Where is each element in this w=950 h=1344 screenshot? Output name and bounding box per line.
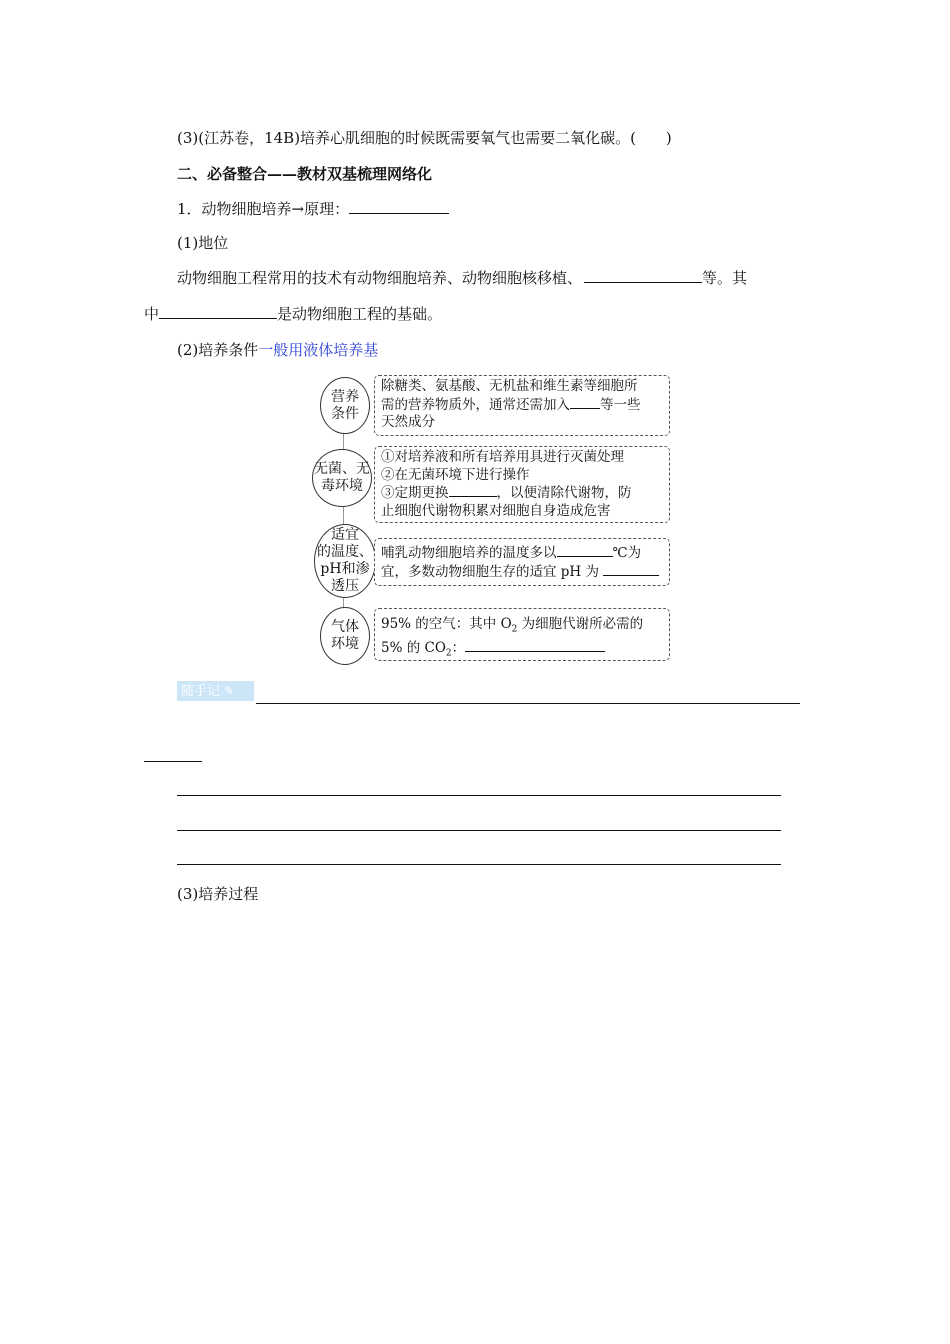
temperature-blank[interactable] [557, 544, 613, 557]
node-sterile-label-1: 无菌、无 [314, 461, 370, 477]
box-temp-text-1a: 哺乳动物细胞培养的温度多以 [381, 545, 557, 561]
box-nutrition [374, 375, 670, 436]
paragraph-text-2b: 是动物细胞工程的基础。 [277, 305, 443, 323]
box-nutrition-line-3: 天然成分 [381, 414, 435, 430]
box-nutrition-line-1: 除糖类、氨基酸、无机盐和维生素等细胞所 [381, 378, 638, 394]
box-sterile-text-3a: ③定期更换 [381, 485, 449, 501]
node-temperature [314, 524, 376, 598]
subheading-2-text: (2)培养条件 [177, 341, 259, 359]
principle-blank[interactable] [349, 199, 449, 214]
node-temp-label-3: pH和渗 [320, 561, 370, 577]
box-gas-co2-sub: 2 [445, 648, 452, 659]
node-nutrition-label-1: 营养 [331, 388, 359, 405]
paragraph-text-1a: 动物细胞工程常用的技术有动物细胞培养、动物细胞核移植、 [177, 269, 583, 287]
note-line-2[interactable] [144, 761, 202, 762]
box-sterile [374, 446, 670, 523]
box-nutrition-line-2 [381, 396, 663, 415]
node-gas-label-2: 环境 [331, 636, 359, 652]
box-nutrition-text-2a: 需的营养物质外，通常还需加入 [381, 396, 570, 413]
box-gas-o2-sub: 2 [511, 624, 518, 635]
box-gas-text-2b: ： [451, 640, 466, 657]
box-temp-line-2 [381, 563, 663, 582]
box-nutrition-text-2b: 等一些 [600, 396, 641, 413]
subheading-3: (3)培养过程 [177, 885, 259, 903]
paragraph-text-1b: 等。其 [702, 269, 748, 287]
note-line-5[interactable] [177, 864, 781, 865]
box-temperature [374, 538, 670, 586]
co2-blank[interactable] [465, 639, 605, 652]
ph-blank[interactable] [603, 563, 659, 576]
serum-blank[interactable] [570, 396, 600, 409]
node-temp-label-2: 的温度、 [317, 544, 373, 560]
box-temp-text-2: 宜，多数动物细胞生存的适宜 pH 为 [381, 563, 599, 580]
culture-conditions-diagram [312, 374, 672, 666]
box-temp-line-1 [381, 544, 663, 563]
pencil-icon: ✎ [224, 684, 235, 698]
node-temp-label-1: 适宜 [331, 527, 359, 543]
item-1 [177, 199, 449, 219]
notes-badge [177, 681, 254, 701]
medium-blank[interactable] [449, 484, 497, 497]
box-gas [374, 608, 670, 661]
box-sterile-line-2: ②在无菌环境下进行操作 [381, 466, 530, 483]
technique-blank[interactable] [584, 268, 702, 283]
paragraph-text-2a: 中 [144, 305, 160, 323]
note-line-4[interactable] [177, 830, 781, 831]
box-gas-line-2 [381, 639, 663, 663]
box-sterile-line-4: 止细胞代谢物积累对细胞自身造成危害 [381, 502, 611, 519]
node-nutrition-label-2: 条件 [331, 405, 359, 422]
foundation-blank[interactable] [159, 304, 277, 319]
paragraph-line-1 [177, 268, 747, 288]
subheading-2 [177, 340, 378, 360]
question-3: (3)(江苏卷，14B)培养心肌细胞的时候既需要氧气也需要二氧化碳。( ) [177, 129, 672, 147]
box-sterile-text-3b: ，以便清除代谢物，防 [496, 485, 632, 501]
node-sterile [312, 449, 372, 507]
subheading-1: (1)地位 [177, 234, 229, 252]
notes-badge-text: 随手记 [181, 684, 221, 699]
note-line-3[interactable] [177, 795, 781, 796]
subheading-2-note: 一般用液体培养基 [258, 341, 379, 359]
box-sterile-line-1: ①对培养液和所有培养用具进行灭菌处理 [381, 449, 624, 465]
node-nutrition [320, 377, 370, 434]
node-gas [320, 607, 370, 665]
box-gas-text-1a: 95% 的空气：其中 O [381, 616, 512, 632]
node-temp-label-4: 透压 [331, 578, 359, 594]
box-gas-line-1 [381, 616, 663, 639]
box-temp-text-1b: ℃为 [612, 545, 642, 561]
node-sterile-label-2: 毒环境 [321, 478, 363, 494]
section-heading: 二、必备整合——教材双基梳理网络化 [177, 165, 433, 183]
note-line-1[interactable] [256, 703, 800, 704]
box-gas-text-2a: 5% 的 CO [381, 640, 446, 657]
box-gas-text-1b: 为细胞代谢所必需的 [517, 616, 644, 632]
paragraph-line-2 [144, 304, 442, 324]
item-1-text: 1．动物细胞培养→原理： [177, 200, 350, 218]
box-sterile-line-3 [381, 484, 663, 503]
node-gas-label-1: 气体 [331, 619, 359, 635]
